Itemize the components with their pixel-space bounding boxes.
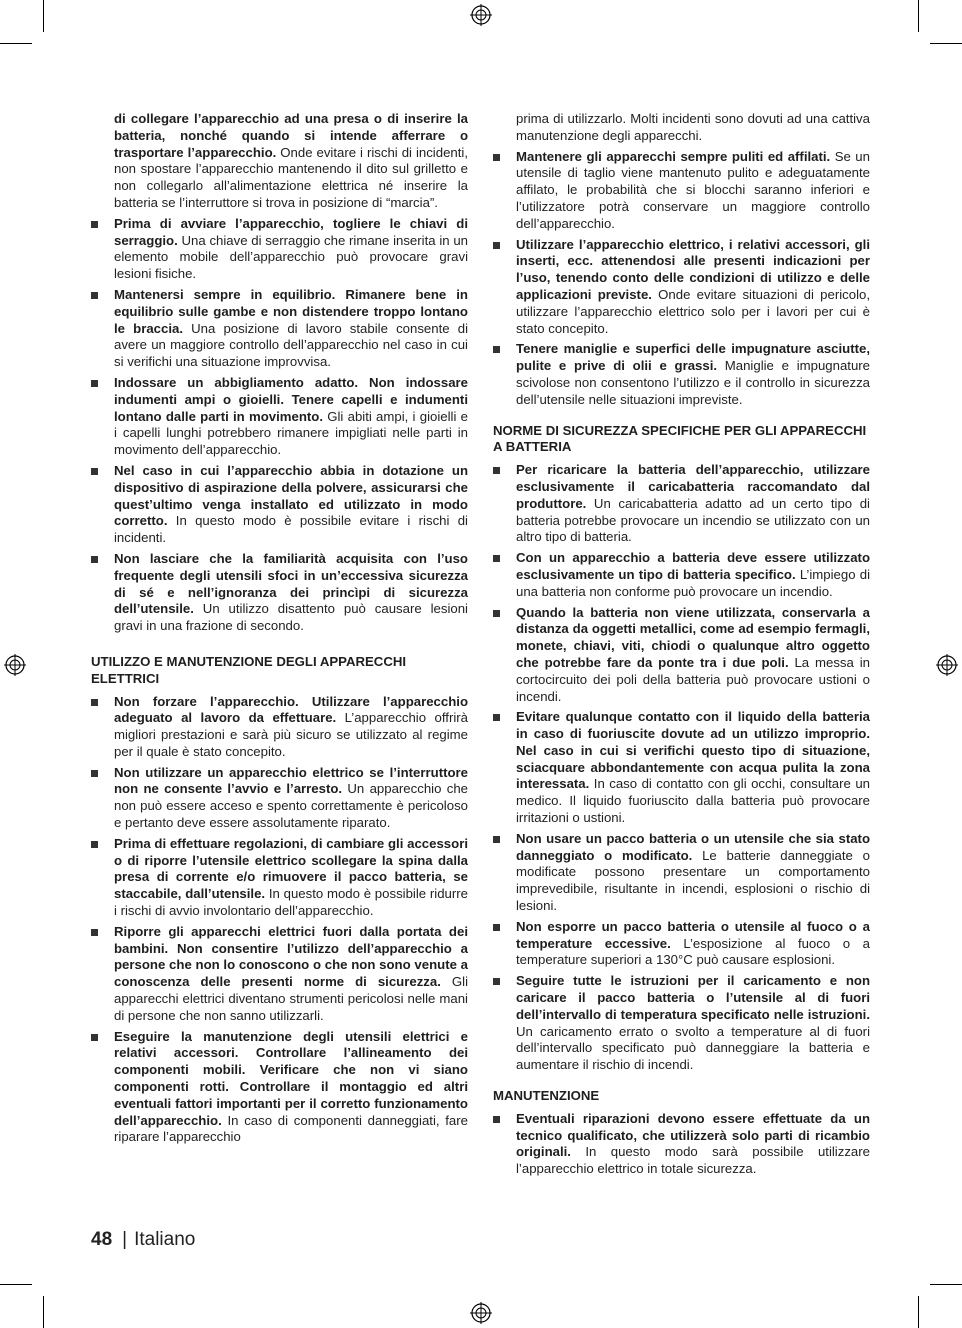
crop-mark [930, 1284, 962, 1285]
bullet-icon [493, 154, 500, 161]
list-item: Non utilizzare un apparecchio elettrico se l’interruttore non ne consente l’avvio e l’arresto. Un apparecchio che non può essere acceso e spento correttamente è pericoloso e pertanto deve essere assolutamente riparato. [91, 765, 468, 832]
bullet-icon [91, 929, 98, 936]
crop-mark [930, 43, 962, 44]
bullet-icon [493, 714, 500, 721]
registration-mark-icon [470, 1302, 492, 1324]
bullet-icon [493, 978, 500, 985]
list-item: Tenere maniglie e superfici delle impugnature asciutte, pulite e prive di olii e grassi. Maniglie e impugnature scivolose non consentono l’utilizzo e il controllo in sicurezza dell’utensile nelle situazioni impreviste. [493, 341, 870, 408]
bullet-icon [493, 242, 500, 249]
list-item: Per ricaricare la batteria dell’apparecchio, utilizzare esclusivamente il caricabatteria raccomandato dal produttore. Un caricabatteria adatto ad un certo tipo di batteria potrebbe provocare un incendio se utilizzato con un altro tipo di batteria. [493, 462, 870, 546]
bullet-icon [91, 468, 98, 475]
bullet-icon [493, 346, 500, 353]
list-item: Utilizzare l’apparecchio elettrico, i relativi accessori, gli inserti, ecc. attenendosi alle presenti indicazioni per l’uso, tenendo conto delle condizioni di utilizzo e delle applicazioni previste. Onde evitare situazioni di pericolo, utilizzare l’apparecchio elettrico solo per i lavori per cui è stato concepito. [493, 237, 870, 338]
list-item: Nel caso in cui l’apparecchio abbia in dotazione un dispositivo di aspirazione della polvere, assicurarsi che quest’ultimo venga installato ed utilizzato in modo corretto. In questo modo è possibile evitare i rischi di incidenti. [91, 463, 468, 547]
bullet-icon [493, 1116, 500, 1123]
registration-mark-icon [936, 654, 958, 676]
bullet-icon [91, 699, 98, 706]
list-item: Non forzare l’apparecchio. Utilizzare l’apparecchio adeguato al lavoro da effettuare. L’apparecchio offrirà migliori prestazioni e sarà più sicuro se utilizzato al regime per il quale è stato concepito. [91, 694, 468, 761]
bullet-icon [91, 556, 98, 563]
list-item: Non usare un pacco batteria o un utensile che sia stato danneggiato o modificato. Le batterie danneggiate o modificate possono presentare un comportamento imprevedibile, risultante in incendi, esplosioni o rischio di lesioni. [493, 831, 870, 915]
bullet-icon [91, 770, 98, 777]
list-item: Non esporre un pacco batteria o utensile al fuoco o a temperature eccessive. L’esposizione al fuoco o a temperature superiori a 130°C può causare esplosioni. [493, 919, 870, 969]
crop-mark [43, 1296, 44, 1328]
section-heading: MANUTENZIONE [493, 1088, 600, 1104]
bullet-icon [493, 555, 500, 562]
registration-mark-icon [470, 4, 492, 26]
list-item: Eventuali riparazioni devono essere effettuate da un tecnico qualificato, che utilizzerà solo parti di ricambio originali. In questo modo sarà possibile utilizzare l’apparecchio elettrico in totale sicurezza. [493, 1111, 870, 1178]
continued-paragraph: prima di utilizzarlo. Molti incidenti sono dovuti ad una cattiva manutenzione degli apparecchi. [516, 111, 870, 143]
list-item: Indossare un abbigliamento adatto. Non indossare indumenti ampi o gioielli. Tenere capelli e indumenti lontano dalle parti in movimento. Gli abiti ampi, i gioielli e i capelli lunghi potrebbero rimanere impigliati nelle parti in movimento dell’apparecchio. [91, 375, 468, 459]
list-item: Seguire tutte le istruzioni per il caricamento e non caricare il pacco batteria o l’utensile al di fuori dell’intervallo di temperatura specificato nelle istruzioni. Un caricamento errato o svolto a temperature al di fuori dell’intervallo specificato può danneggiare la batteria e aumentare il rischio di incendi. [493, 973, 870, 1074]
section-heading: UTILIZZO E MANUTENZIONE DEGLI APPARECCHI ELETTRICI [91, 653, 407, 686]
list-item: Mantenersi sempre in equilibrio. Rimanere bene in equilibrio sulle gambe e non distendere troppo lontano le braccia. Una posizione di lavoro stabile consente di avere un maggiore controllo dell’apparecchio nel caso in cui si verifichi una situazione improvvisa. [91, 287, 468, 371]
bullet-icon [91, 221, 98, 228]
bullet-icon [493, 924, 500, 931]
crop-mark [43, 0, 44, 32]
page-number: 48 [91, 1229, 113, 1250]
right-column [493, 111, 870, 1182]
list-item: Prima di avviare l’apparecchio, togliere le chiavi di serraggio. Una chiave di serraggio che rimane inserita in un elemento mobile dell’apparecchio può provocare gravi lesioni fisiche. [91, 216, 468, 283]
bullet-icon [493, 836, 500, 843]
crop-mark [0, 1284, 32, 1285]
section-heading: NORME DI SICUREZZA SPECIFICHE PER GLI APPARECCHI A BATTERIA [493, 422, 867, 455]
crop-mark [918, 1296, 919, 1328]
list-item: Evitare qualunque contatto con il liquido della batteria in caso di fuoriuscite dovute ad un utilizzo improprio. Nel caso in cui si verifichi questo tipo di situazione, sciacquare abbondantemente con acqua pulita la zona interessata. In caso di contatto con gli occhi, consultare un medico. Il liquido fuoriuscito dalla batteria può provocare irritazioni o ustioni. [493, 709, 870, 827]
continued-paragraph: di collegare l’apparecchio ad una presa o di inserire la batteria, nonché quando si intende afferrare o trasportare l’apparecchio. Onde evitare i rischi di incidenti, non spostare l’apparecchio mantenendo il dito sul grilletto e non collegarlo all’alimentazione elettrica né inserire la batteria se l’interruttore si trova in posizione di “marcia”. [114, 111, 468, 210]
crop-mark [0, 43, 32, 44]
list-item: Con un apparecchio a batteria deve essere utilizzato esclusivamente un tipo di batteria specifico. L’impiego di una batteria non conforme può provocare un incendio. [493, 550, 870, 600]
bullet-icon [493, 610, 500, 617]
left-column [91, 111, 468, 1150]
language-label: Italiano [134, 1229, 196, 1250]
list-item: Eseguire la manutenzione degli utensili elettrici e relativi accessori. Controllare l’allineamento dei componenti mobili. Verificare che non vi siano componenti rotti. Controllare il montaggio ed altri eventuali fattori importanti per il corretto funzionamento dell’apparecchio. In caso di componenti danneggiati, fare riparare l’apparecchio [91, 1029, 468, 1147]
list-item: Riporre gli apparecchi elettrici fuori dalla portata dei bambini. Non consentire l’utilizzo dell’apparecchio a persone che non lo conoscono o che non sono venute a conoscenza delle presenti norme di sicurezza. Gli apparecchi elettrici diventano strumenti pericolosi nelle mani di persone che non sanno utilizzarli. [91, 924, 468, 1025]
bullet-icon [91, 1034, 98, 1041]
bullet-icon [91, 292, 98, 299]
bullet-icon [91, 380, 98, 387]
page-footer [91, 1229, 195, 1251]
registration-mark-icon [4, 654, 26, 676]
list-item: Prima di effettuare regolazioni, di cambiare gli accessori o di riporre l’utensile elettrico scollegare la spina dalla presa di corrente e/o rimuovere il pacco batteria, se staccabile, dall’utensile. In questo modo è possibile ridurre i rischi di avvio involontario dell’apparecchio. [91, 836, 468, 920]
list-item: Quando la batteria non viene utilizzata, conservarla a distanza da oggetti metallici, come ad esempio fermagli, monete, chiavi, viti, chiodi o qualunque altro oggetto che potrebbe fare da ponte tra i due poli. La messa in cortocircuito dei poli della batteria può provocare ustioni o incendi. [493, 605, 870, 706]
bullet-icon [91, 841, 98, 848]
bullet-icon [493, 467, 500, 474]
list-item: Non lasciare che la familiarità acquisita con l’uso frequente degli utensili sfoci in un’eccessiva sicurezza di sé e nell’ignoranza dei princìpi di sicurezza dell’utensile. Un utilizzo disattento può causare lesioni gravi in una frazione di secondo. [91, 551, 468, 635]
footer-separator: | [122, 1229, 128, 1250]
crop-mark [918, 0, 919, 32]
list-item: Mantenere gli apparecchi sempre puliti ed affilati. Se un utensile di taglio viene mantenuto pulito e adeguatamente affilato, le probabilità che si blocchi saranno inferiori e l’utilizzatore potrà conservare un maggiore controllo dell’apparecchio. [493, 149, 870, 233]
